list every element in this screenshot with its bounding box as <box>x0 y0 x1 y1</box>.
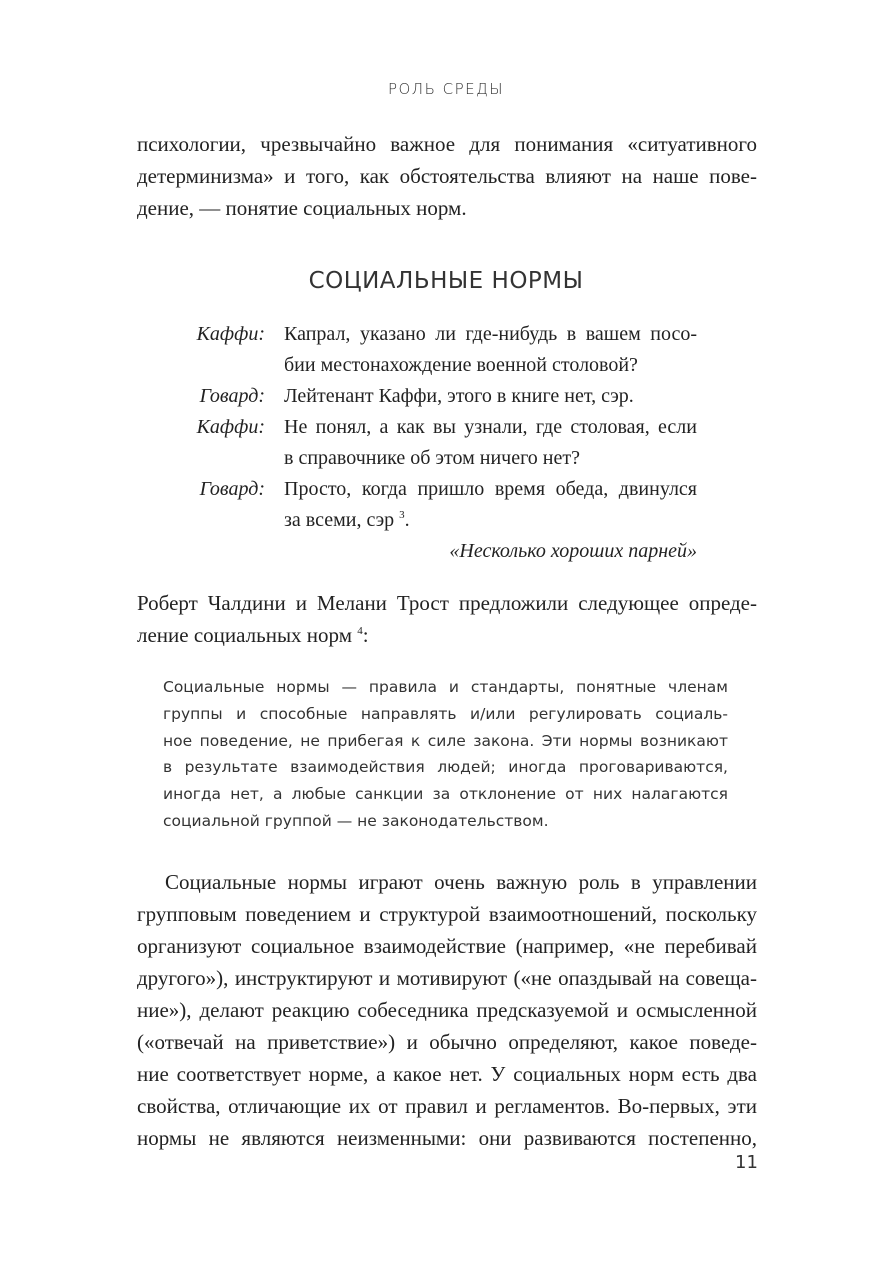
dialogue-line <box>150 474 710 505</box>
speaker: Каффи: <box>196 323 265 345</box>
text-line: детерминизма» и того, как обстоятельства влияют на наше пове- <box>137 164 757 188</box>
epigraph-dialogue <box>150 319 710 567</box>
paragraph-definition-intro <box>137 587 757 651</box>
text-line: иногда нет, а любые санкции за отклонение от них налагаются <box>163 785 728 804</box>
dialogue-line <box>150 412 710 443</box>
speaker: Говард: <box>199 385 265 407</box>
text-line: свойства, отличающие их от правил и регламентов. Во-первых, эти <box>137 1094 757 1118</box>
dialogue-line <box>150 505 710 536</box>
paragraph-intro <box>137 128 757 224</box>
text-line: социальной группой — не законодательством. <box>163 811 549 830</box>
text-line: («отвечай на приветствие») и обычно определяют, какое поведе- <box>137 1030 757 1054</box>
text-line: психологии, чрезвычайно важное для понимания «ситуативного <box>137 132 757 156</box>
utterance: Лейтенант Каффи, этого в книге нет, сэр. <box>284 385 634 407</box>
text-line: организуют социальное взаимодействие (например, «не перебивай <box>137 934 757 958</box>
text-line: ние соответствует норме, а какое нет. У социальных норм есть два <box>137 1062 757 1086</box>
text-line: Социальные нормы — правила и стандарты, понятные членам <box>163 678 728 696</box>
text-line: дение, — понятие социальных норм. <box>137 196 467 220</box>
definition-quote <box>163 674 728 835</box>
dialogue-line <box>150 443 710 474</box>
dialogue-line <box>150 381 710 412</box>
utterance: за всеми, сэр $^3$. <box>284 509 410 531</box>
epigraph-source: «Несколько хороших парней» <box>449 540 697 562</box>
speaker: Говард: <box>199 478 265 500</box>
speaker: Каффи: <box>196 416 265 438</box>
text-line: ное поведение, не прибегая к силе закона. Эти нормы возникают <box>163 731 728 750</box>
text-line: в результате взаимодействия людей; иногда проговариваются, <box>163 758 728 777</box>
text-line: группы и способные направлять и/или регулировать социаль- <box>163 704 728 723</box>
text-line: ние»), делают реакцию собеседника предсказуемой и осмысленной <box>137 998 757 1022</box>
section-heading: СОЦИАЛЬНЫЕ НОРМЫ <box>308 268 584 294</box>
footnote-ref: 4 <box>357 625 363 637</box>
utterance: Капрал, указано ли где-нибудь в вашем посо- <box>284 323 697 345</box>
text-line: ление социальных норм $^4$: <box>137 623 369 647</box>
text-line: другого»), инструктируют и мотивируют («не опаздывай на совеща- <box>137 966 757 990</box>
utterance: в справочнике об этом ничего нет? <box>284 447 581 469</box>
dialogue-line <box>150 319 710 350</box>
text-line: Социальные нормы играют очень важную роль в управлении <box>165 870 757 894</box>
paragraph-norms <box>137 866 757 1154</box>
text-line: нормы не являются неизменными: они развиваются постепенно, <box>137 1126 757 1150</box>
text-line: групповым поведением и структурой взаимоотношений, поскольку <box>137 902 757 926</box>
page-number: 11 <box>735 1152 758 1173</box>
running-head: РОЛЬ СРЕДЫ <box>387 80 505 98</box>
utterance: Просто, когда пришло время обеда, двинулся <box>284 478 697 500</box>
footnote-ref: 3 <box>399 509 405 521</box>
utterance: Не понял, а как вы узнали, где столовая, если <box>284 416 697 438</box>
text-line: Роберт Чалдини и Мелани Трост предложили следующее опреде- <box>137 591 757 615</box>
utterance: бии местонахождение военной столовой? <box>284 354 638 376</box>
dialogue-line <box>150 350 710 381</box>
